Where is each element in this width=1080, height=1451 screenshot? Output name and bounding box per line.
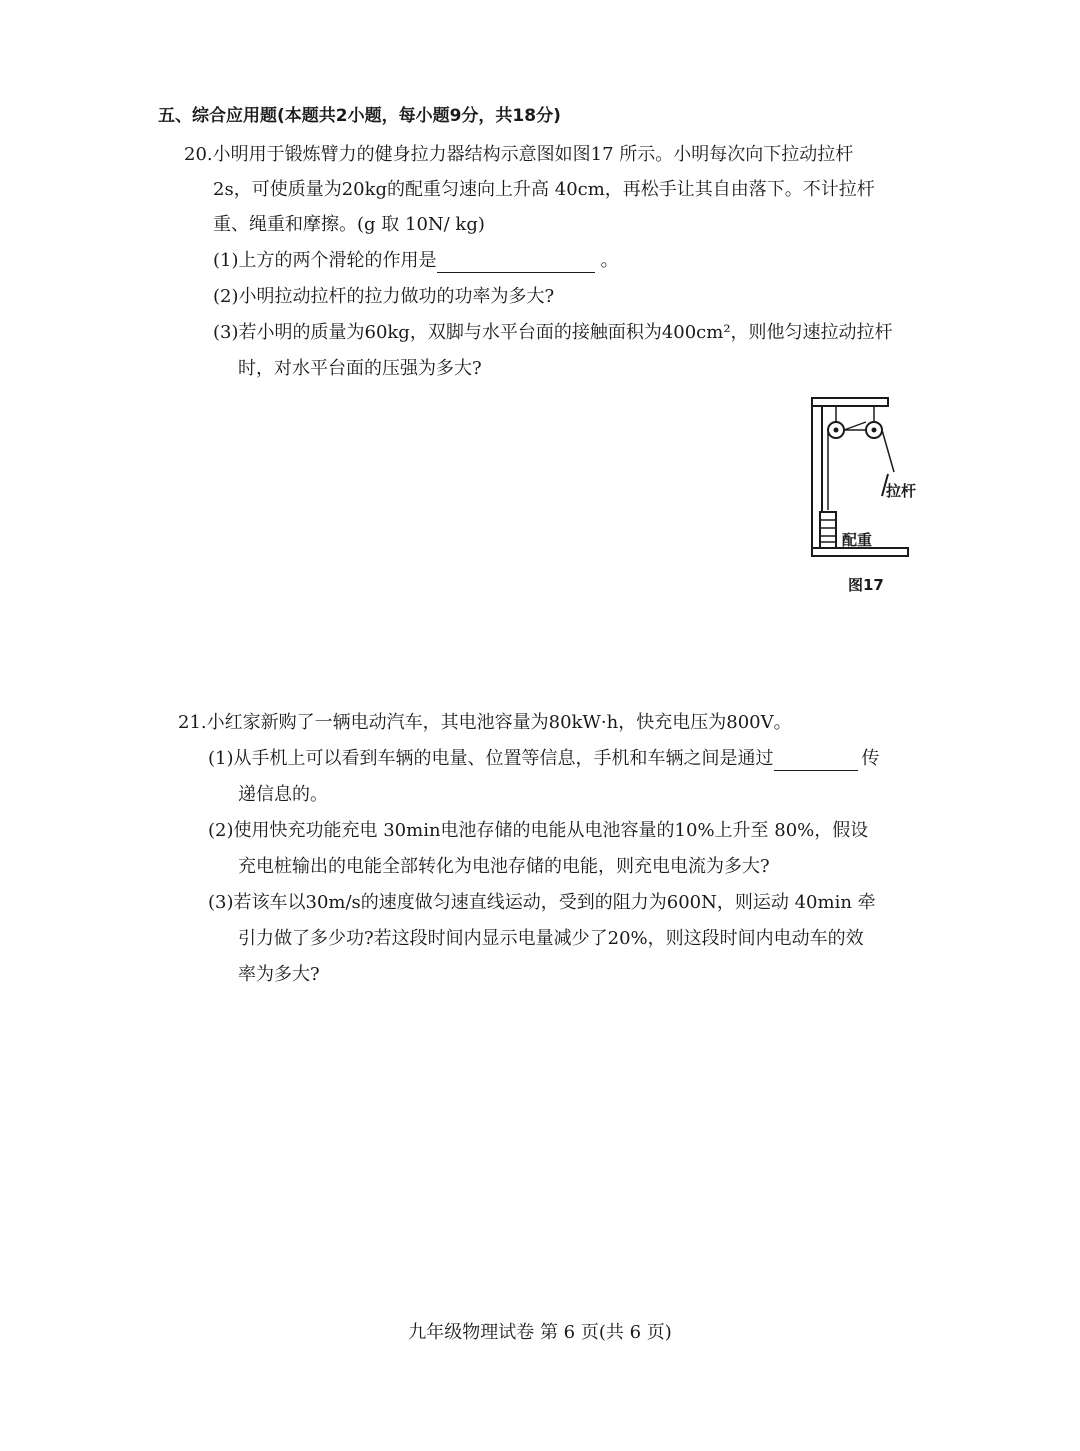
q20-sub3-line-1: (3)若小明的质量为60kg，双脚与水平台面的接触面积为400cm²，则他匀速拉动拉杆 [213, 322, 893, 343]
q21-sub3-line-3: 率为多大? [238, 964, 320, 985]
page-footer: 九年级物理试卷 第 6 页(共 6 页) [408, 1322, 672, 1343]
frame-base [812, 548, 908, 556]
q20-line-2: 2s，可使质量为20kg的配重匀速向上升高 40cm，再松手让其自由落下。不计拉杆 [213, 179, 875, 200]
frame-top-beam [812, 398, 888, 406]
q21-sub2-line-2: 充电桩输出的电能全部转化为电池存储的电能，则充电电流为多大? [238, 856, 770, 877]
figure-caption: 图17 [848, 576, 884, 594]
q20-sub3-line-2: 时，对水平台面的压强为多大? [238, 358, 482, 379]
q21-sub3-line-1: (3)若该车以30m/s的速度做匀速直线运动，受到的阻力为600N，则运动 40min 牵 [208, 892, 876, 913]
label-counterweight: 配重 [842, 531, 873, 549]
q20-line-1: 20.小明用于锻炼臂力的健身拉力器结构示意图如图17 所示。小明每次向下拉动拉杆 [184, 144, 854, 165]
q21-sub1-line-2: 递信息的。 [238, 784, 328, 805]
answer-blank[interactable] [437, 254, 595, 273]
q21-sub1-text: (1)从手机上可以看到车辆的电量、位置等信息，手机和车辆之间是通过 [208, 748, 774, 769]
section-title: 五、综合应用题(本题共2小题，每小题9分，共18分) [158, 106, 561, 126]
q20-sub1-end: 。 [600, 250, 619, 271]
q20-line-3: 重、绳重和摩擦。(g 取 10N/ kg) [213, 214, 485, 235]
figure-17 [798, 392, 928, 600]
q21-line-1: 21.小红家新购了一辆电动汽车，其电池容量为80kW·h，快充电压为800V。 [178, 712, 792, 733]
label-pull-rod: 拉杆 [886, 482, 917, 500]
q21-sub1 [208, 747, 880, 771]
q21-sub2-line-1: (2)使用快充功能充电 30min电池存储的电能从电池容量的10%上升至 80%，假设 [208, 820, 869, 841]
q20-sub1 [213, 249, 619, 273]
q21-sub3-line-2: 引力做了多少功?若这段时间内显示电量减少了20%，则这段时间内电动车的效 [238, 928, 864, 949]
q20-sub1-text: (1)上方的两个滑轮的作用是 [213, 250, 437, 271]
q21-sub1-end: 传 [861, 748, 880, 769]
answer-blank[interactable] [774, 752, 858, 771]
q20-sub2: (2)小明拉动拉杆的拉力做功的功率为多大? [213, 286, 555, 307]
